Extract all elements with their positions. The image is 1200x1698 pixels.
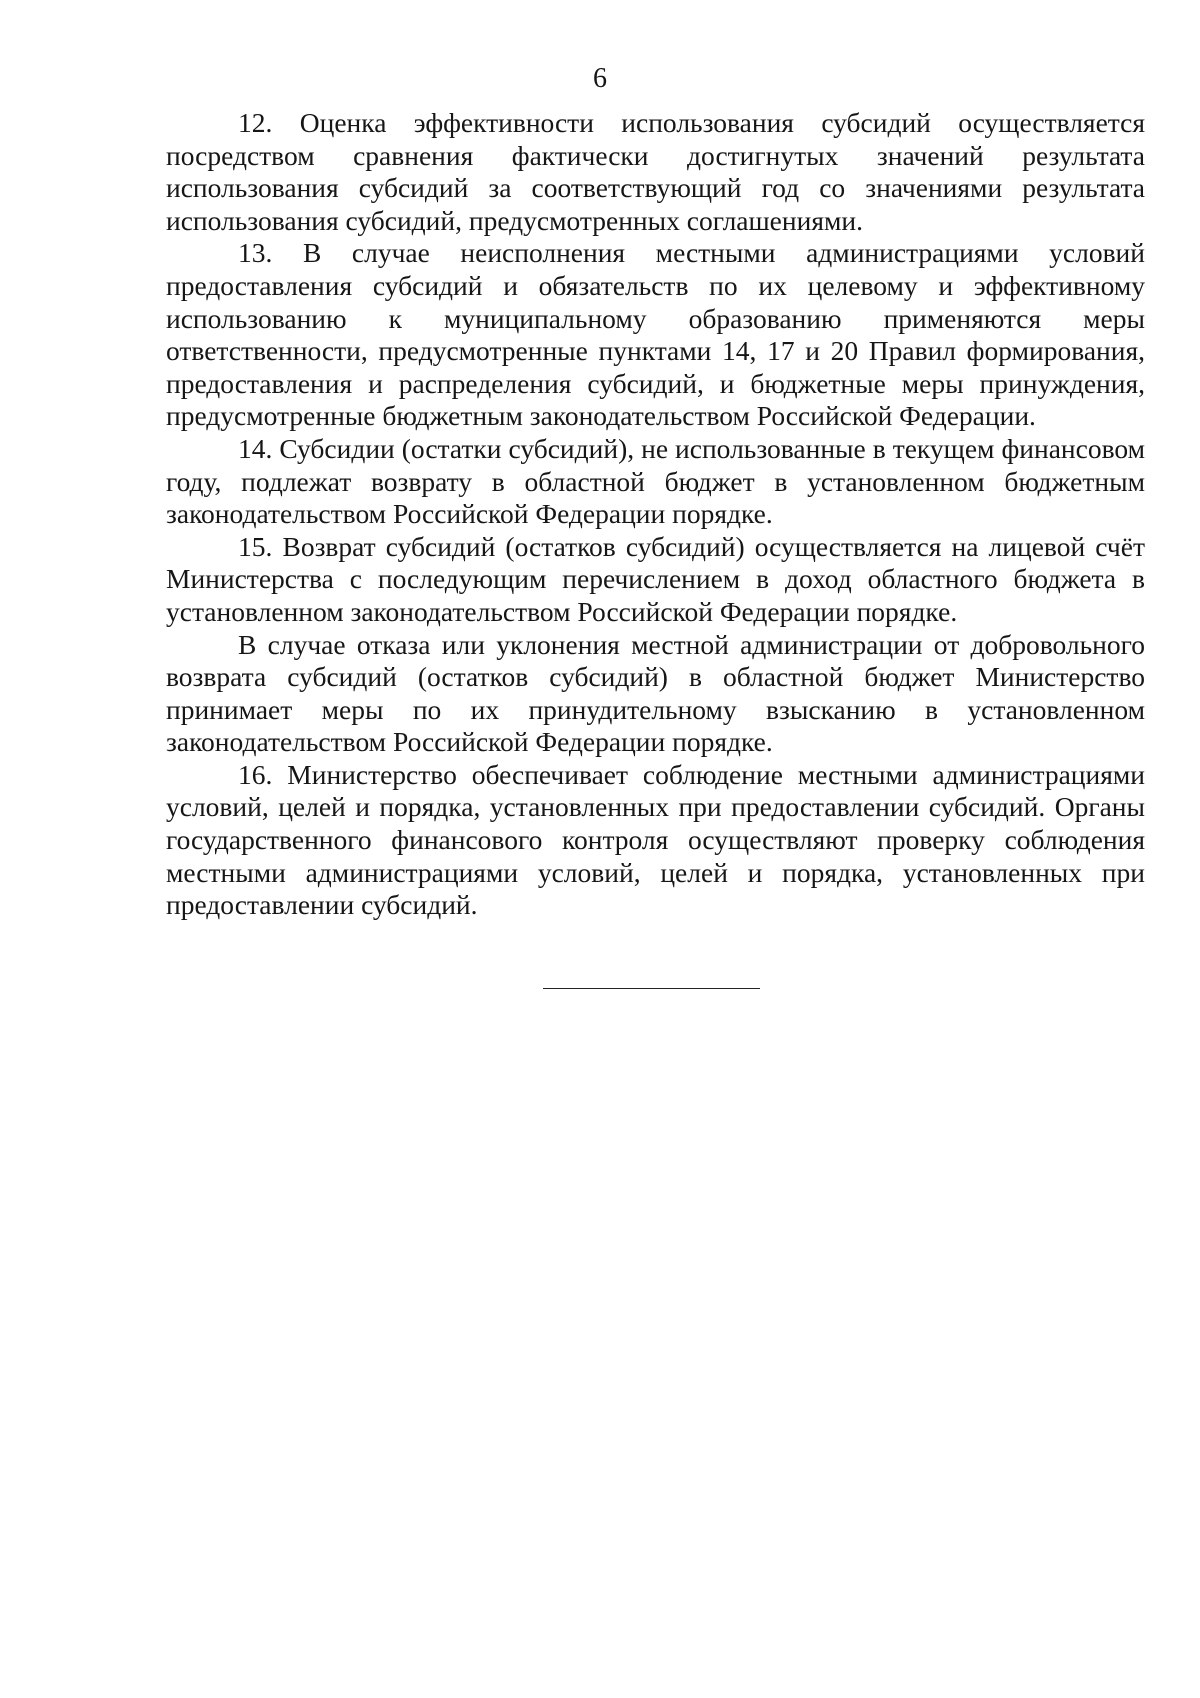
paragraph-13: 13. В случае неисполнения местными администрациями условий предоставления субсидий и обязательств по их целевому и эффективному использованию к муниципальному образованию применяются меры ответственности, предусмотренные пунктами 14, 17 и 20 Правил формирования, предоставления и распределения субсидий, и бюджетные меры принуждения, предусмотренные бюджетным законодательством Российской Федерации. [166,237,1145,432]
paragraph-12: 12. Оценка эффективности использования субсидий осуществляется посредством сравнения фактически достигнутых значений результата использования субсидий за соответствующий год со значениями результата использования субсидий, предусмотренных соглашениями. [166,107,1145,236]
paragraph-15: 15. Возврат субсидий (остатков субсидий) осуществляется на лицевой счёт Министерства с последующим перечислением в доход областного бюджета в установленном законодательством Российской Федерации порядке. [166,530,1145,627]
page-number: 6 [593,63,607,94]
paragraph-16: 16. Министерство обеспечивает соблюдение местными администрациями условий, целей и порядка, установленных при предоставлении субсидий. Органы государственного финансового контроля осуществляют проверку соблюдения местными администрациями условий, целей и порядка, установленных при предоставлении субсидий. [166,758,1145,921]
document-body [166,107,1145,922]
paragraph-15-refusal: В случае отказа или уклонения местной администрации от добровольного возврата субсидий (остатков субсидий) в областной бюджет Министерство принимает меры по их принудительному взысканию в установленном законодательством Российской Федерации порядке. [166,628,1145,758]
paragraph-14: 14. Субсидии (остатки субсидий), не использованные в текущем финансовом году, подлежат возврату в областной бюджет в установленном бюджетным законодательством Российской Федерации порядке. [166,432,1145,530]
end-separator-line [543,988,760,989]
